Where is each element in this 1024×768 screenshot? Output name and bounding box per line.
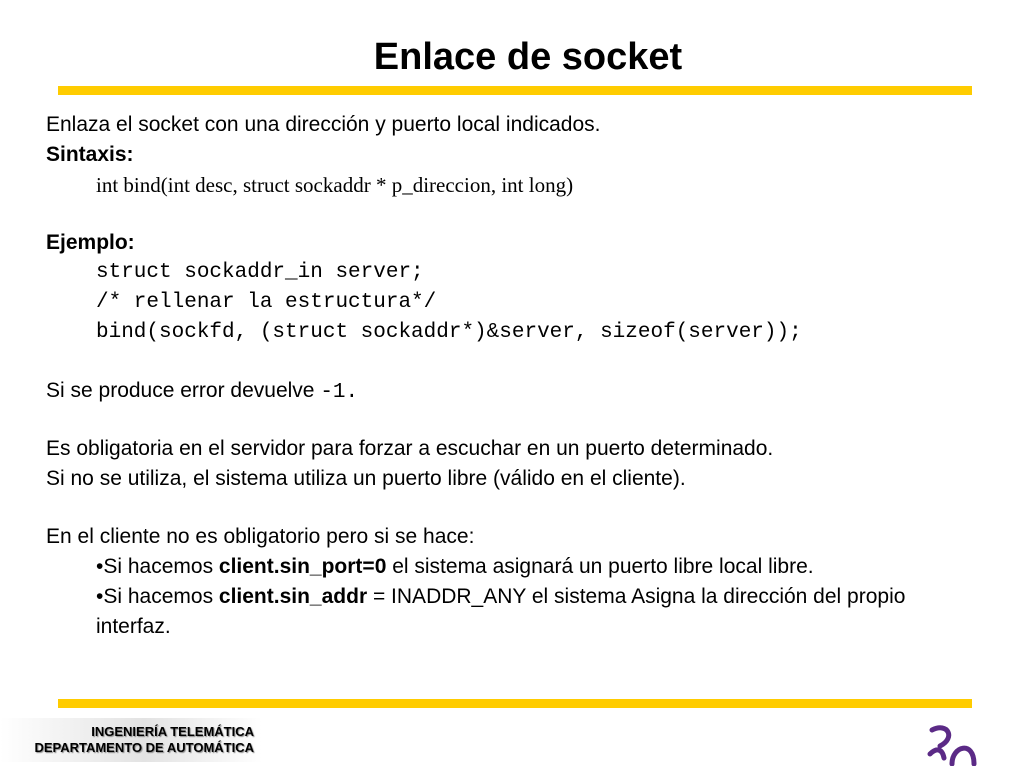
bottom-accent-bar (58, 699, 972, 708)
error-note (46, 376, 986, 406)
footer-department (8, 724, 254, 756)
syntax-label: Sintaxis: (46, 143, 134, 166)
client-intro: En el cliente no es obligatorio pero si se hace: (46, 525, 475, 548)
mandatory-line-2: Si no se utiliza, el sistema utiliza un puerto libre (válido en el cliente). (46, 467, 686, 490)
syntax-code: int bind(int desc, struct sockaddr * p_direccion, int long) (96, 173, 574, 197)
slide-title: Enlace de socket (373, 36, 683, 78)
bullet-1-post: el sistema asignará un puerto libre local libre. (386, 555, 814, 578)
error-code: -1. (320, 381, 359, 404)
intro-text: Enlaza el socket con una dirección y puerto local indicados. (46, 113, 601, 136)
footer-line-2: DEPARTAMENTO DE AUTOMÁTICA (34, 740, 254, 755)
department-logo-icon (926, 724, 984, 766)
example-label: Ejemplo: (46, 231, 135, 254)
top-accent-bar (58, 86, 972, 95)
bullet-1-pre: •Si hacemos (96, 555, 219, 578)
bullet-2 (46, 582, 976, 642)
bullet-1 (46, 552, 986, 582)
mandatory-line-1: Es obligatoria en el servidor para forzar a escuchar en un puerto determinado. (46, 437, 774, 460)
bullet-2-pre: •Si hacemos (96, 585, 219, 608)
example-line-3: bind(sockfd, (struct sockaddr*)&server, sizeof(server)); (96, 321, 802, 344)
example-line-2: /* rellenar la estructura*/ (96, 291, 437, 314)
bullet-2-post: = INADDR_ANY el sistema Asigna la dirección del propio interfaz. (96, 585, 906, 638)
error-text: Si se produce error devuelve (46, 379, 321, 402)
footer-line-1: INGENIERÍA TELEMÁTICA (91, 724, 254, 739)
bullet-1-bold: client.sin_port=0 (218, 555, 387, 578)
example-line-1: struct sockaddr_in server; (96, 261, 424, 284)
slide-body (46, 110, 986, 642)
bullet-2-bold: client.sin_addr (218, 585, 368, 608)
